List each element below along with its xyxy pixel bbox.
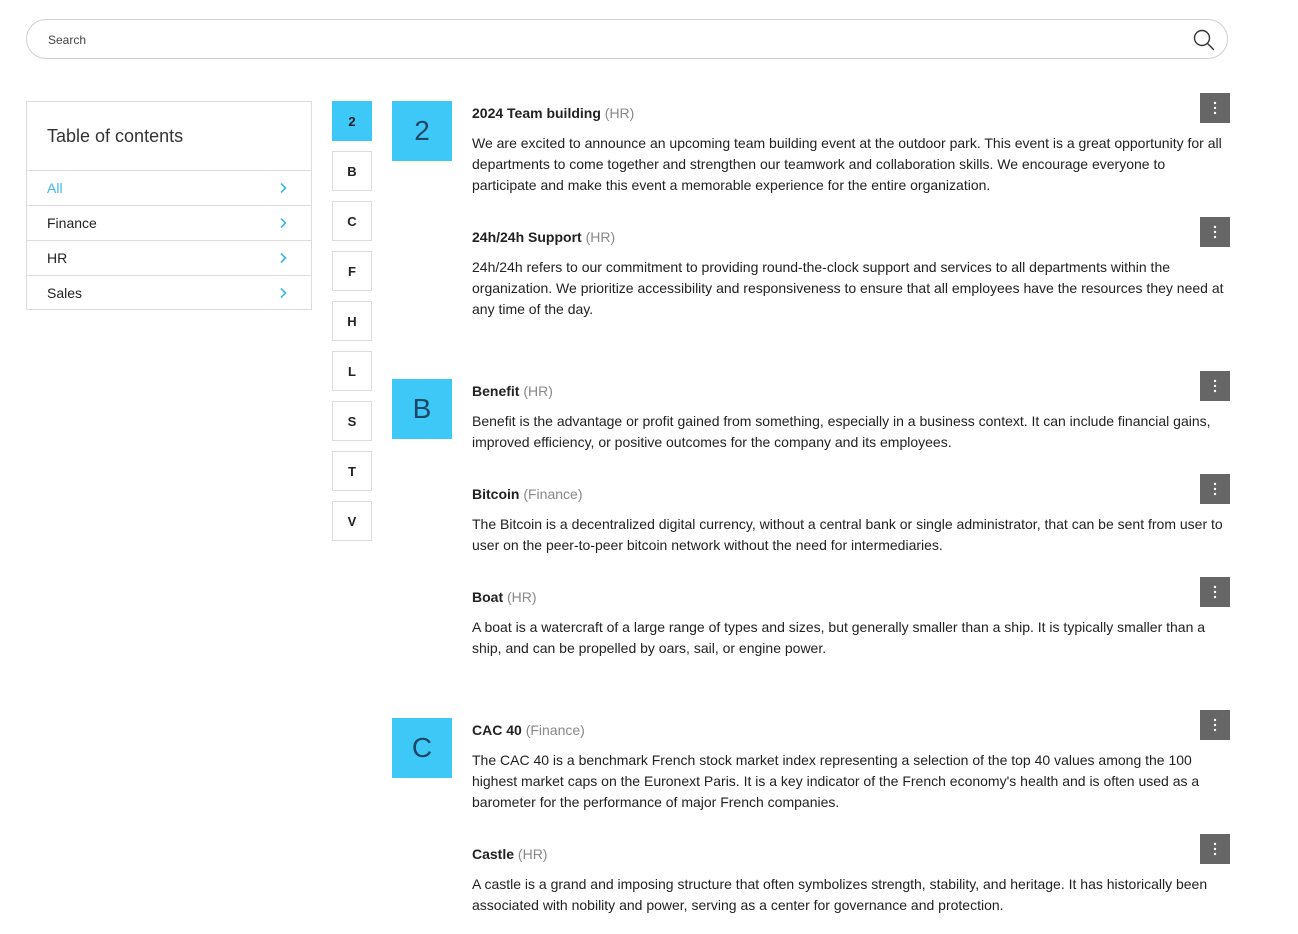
entry-name: Castle bbox=[472, 846, 515, 862]
more-options-button[interactable] bbox=[1200, 834, 1230, 864]
letter-button-h[interactable]: H bbox=[332, 301, 372, 341]
chevron-right-icon bbox=[277, 217, 289, 229]
search-icon[interactable] bbox=[1193, 29, 1215, 51]
entry-title bbox=[472, 721, 1230, 739]
letter-button-s[interactable]: S bbox=[332, 401, 372, 441]
more-vertical-icon bbox=[1213, 482, 1217, 496]
group-letter-badge: B bbox=[392, 379, 452, 439]
table-of-contents bbox=[26, 101, 312, 310]
entry-name: Bitcoin bbox=[472, 486, 520, 502]
toc-item-label: Finance bbox=[47, 215, 97, 231]
letter-index bbox=[332, 101, 372, 551]
more-options-button[interactable] bbox=[1200, 577, 1230, 607]
toc-item-finance[interactable] bbox=[27, 206, 311, 241]
entry-category: (HR) bbox=[523, 383, 553, 399]
more-vertical-icon bbox=[1213, 842, 1217, 856]
chevron-right-icon bbox=[277, 182, 289, 194]
more-options-button[interactable] bbox=[1200, 93, 1230, 123]
letter-button-b[interactable]: B bbox=[332, 151, 372, 191]
entry-description: A boat is a watercraft of a large range of types and sizes, but generally smaller than a ship. It is typically smaller than a ship, and can be propelled by oars, sail, or engine power. bbox=[472, 619, 1206, 656]
entry-title bbox=[472, 228, 1230, 246]
letter-button-2[interactable]: 2 bbox=[332, 101, 372, 141]
more-options-button[interactable] bbox=[1200, 474, 1230, 504]
group-letter-badge: 2 bbox=[392, 101, 452, 161]
more-vertical-icon bbox=[1213, 101, 1217, 115]
toc-item-sales[interactable] bbox=[27, 276, 311, 310]
entry-name: Benefit bbox=[472, 383, 520, 399]
glossary-entry bbox=[472, 228, 1230, 320]
chevron-right-icon bbox=[277, 252, 289, 264]
entry-description: 24h/24h refers to our commitment to providing round-the-clock support and services to all departments within the organization. We prioritize accessibility and responsiveness to ensure that all employees have the resources they need at any time of the day. bbox=[472, 259, 1224, 317]
letter-button-c[interactable]: C bbox=[332, 201, 372, 241]
more-vertical-icon bbox=[1213, 379, 1217, 393]
entry-category: (HR) bbox=[585, 229, 616, 245]
entry-title bbox=[472, 588, 1230, 606]
glossary-entry bbox=[472, 845, 1230, 916]
entry-description: We are excited to announce an upcoming team building event at the outdoor park. This event is a great opportunity for all departments to come together and strengthen our teamwork and collaboration skills. We encourage everyone to participate and make this event a memorable experience for the entire organization. bbox=[472, 135, 1222, 193]
entry-title bbox=[472, 845, 1230, 863]
entry-description: The Bitcoin is a decentralized digital currency, without a central bank or single administrator, that can be sent from user to user on the peer-to-peer bitcoin network without the need for intermediaries. bbox=[472, 516, 1223, 553]
entry-title bbox=[472, 485, 1230, 503]
entry-category: (Finance) bbox=[523, 486, 583, 502]
entry-description: Benefit is the advantage or profit gained from something, especially in a business context. It can include financial gains, improved efficiency, or positive outcomes for the company and its employees. bbox=[472, 413, 1211, 450]
letter-button-l[interactable]: L bbox=[332, 351, 372, 391]
letter-button-t[interactable]: T bbox=[332, 451, 372, 491]
toc-item-all[interactable] bbox=[27, 171, 311, 206]
toc-title: Table of contents bbox=[27, 102, 311, 171]
more-options-button[interactable] bbox=[1200, 371, 1230, 401]
group-letter-badge: C bbox=[392, 718, 452, 778]
entry-name: 24h/24h Support bbox=[472, 229, 582, 245]
entry-name: 2024 Team building bbox=[472, 105, 601, 121]
search-bar bbox=[26, 19, 1228, 59]
entry-category: (HR) bbox=[604, 105, 635, 121]
letter-button-v[interactable]: V bbox=[332, 501, 372, 541]
entry-category: (HR) bbox=[517, 846, 548, 862]
glossary-entry bbox=[472, 721, 1230, 813]
chevron-right-icon bbox=[277, 287, 289, 299]
glossary-entry bbox=[472, 382, 1230, 453]
more-vertical-icon bbox=[1213, 585, 1217, 599]
entry-title bbox=[472, 104, 1230, 122]
more-vertical-icon bbox=[1213, 225, 1217, 239]
letter-button-f[interactable]: F bbox=[332, 251, 372, 291]
search-input[interactable] bbox=[46, 20, 1170, 60]
entry-description: A castle is a grand and imposing structure that often symbolizes strength, stability, and heritage. It has historically been associated with nobility and power, serving as a center for governance and protection. bbox=[472, 876, 1208, 913]
toc-item-label: HR bbox=[47, 250, 68, 266]
toc-item-label: Sales bbox=[47, 285, 83, 301]
entry-name: CAC 40 bbox=[472, 722, 522, 738]
glossary-entry bbox=[472, 588, 1230, 659]
entry-category: (HR) bbox=[507, 589, 537, 605]
more-options-button[interactable] bbox=[1200, 217, 1230, 247]
entry-category: (Finance) bbox=[525, 722, 585, 738]
toc-item-label: All bbox=[47, 180, 63, 196]
more-options-button[interactable] bbox=[1200, 710, 1230, 740]
more-vertical-icon bbox=[1213, 718, 1217, 732]
toc-item-hr[interactable] bbox=[27, 241, 311, 276]
entry-title bbox=[472, 382, 1230, 400]
glossary-entry bbox=[472, 104, 1230, 196]
entry-description: The CAC 40 is a benchmark French stock market index representing a selection of the top 40 values among the 100 highest market caps on the Euronext Paris. It is a key indicator of the French economy's health and is often used as a barometer for the performance of major French companies. bbox=[472, 752, 1200, 810]
entry-name: Boat bbox=[472, 589, 504, 605]
glossary-entry bbox=[472, 485, 1230, 556]
